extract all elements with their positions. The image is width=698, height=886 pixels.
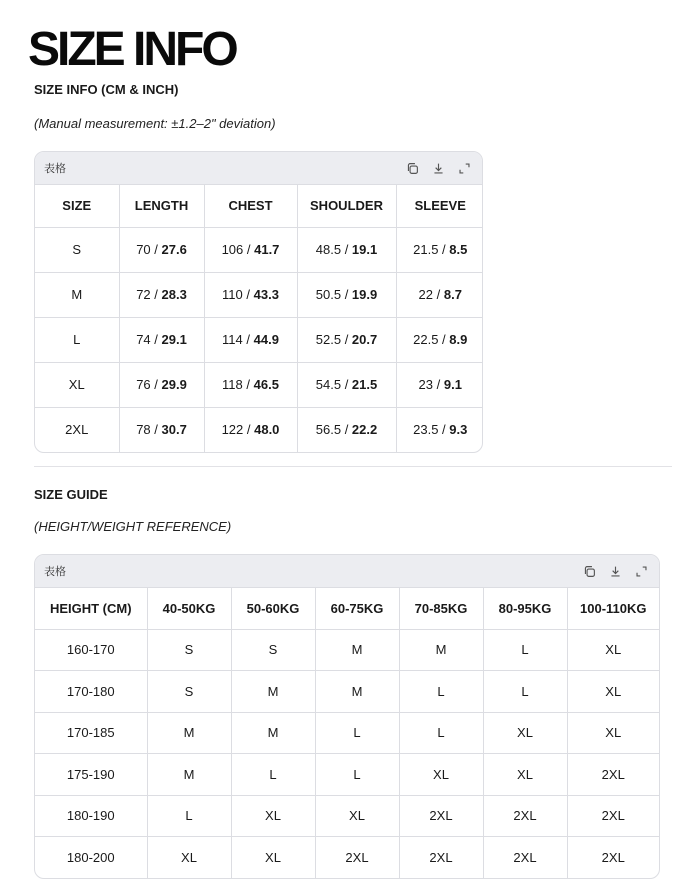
unit-separator: /	[438, 422, 450, 438]
size-guide-note: (HEIGHT/WEIGHT REFERENCE)	[34, 519, 232, 534]
unit-separator: /	[341, 287, 352, 302]
inch-value: 22.2	[351, 422, 378, 438]
height-range-cell: 170-185	[35, 712, 147, 754]
size-info-col-header: LENGTH	[119, 185, 204, 227]
size-guide-table-label: 表格	[44, 565, 66, 578]
unit-separator: /	[150, 242, 162, 257]
inch-value: 43.3	[253, 287, 279, 302]
unit-separator: /	[150, 287, 162, 302]
unit-separator: /	[243, 422, 255, 438]
size-cell: M	[35, 272, 119, 317]
cm-value: 74	[136, 332, 151, 347]
recommended-size-cell: L	[483, 671, 567, 713]
table-row	[35, 795, 659, 837]
cm-value: 70	[136, 242, 151, 257]
size-info-table-card	[34, 151, 483, 453]
copy-icon[interactable]	[404, 160, 420, 176]
inch-value: 8.5	[449, 242, 468, 257]
size-info-heading-suffix: INCH)	[142, 82, 179, 97]
copy-icon[interactable]	[581, 563, 597, 579]
size-info-col-header: CHEST	[204, 185, 297, 227]
recommended-size-cell: M	[315, 671, 399, 713]
table-row	[35, 227, 483, 272]
measurement-cell	[396, 317, 483, 362]
height-range-cell: 180-200	[35, 837, 147, 879]
inch-value: 9.3	[449, 422, 468, 438]
recommended-size-cell: L	[399, 671, 483, 713]
recommended-size-cell: M	[231, 671, 315, 713]
inch-value: 28.3	[161, 287, 187, 302]
recommended-size-cell: XL	[483, 712, 567, 754]
recommended-size-cell: M	[399, 629, 483, 671]
recommended-size-cell: S	[147, 629, 231, 671]
size-guide-col-header: 80-95KG	[483, 588, 567, 629]
unit-separator: /	[433, 377, 444, 392]
download-icon[interactable]	[430, 160, 446, 176]
recommended-size-cell: XL	[231, 837, 315, 879]
size-info-col-header: SIZE	[35, 185, 119, 227]
table-row	[35, 671, 659, 713]
size-guide-table-tools	[581, 563, 649, 579]
size-info-col-header: SLEEVE	[396, 185, 483, 227]
cm-value: 118	[222, 377, 243, 392]
recommended-size-cell: 2XL	[315, 837, 399, 879]
inch-value: 46.5	[253, 377, 279, 392]
recommended-size-cell: 2XL	[399, 837, 483, 879]
recommended-size-cell: XL	[567, 629, 659, 671]
size-cell: XL	[35, 362, 119, 407]
cm-value: 48.5	[315, 242, 342, 257]
inch-value: 19.1	[351, 242, 378, 257]
cm-value: 54.5	[315, 377, 342, 392]
recommended-size-cell: M	[231, 712, 315, 754]
measurement-cell	[396, 362, 483, 407]
recommended-size-cell: S	[231, 629, 315, 671]
size-guide-col-header: 50-60KG	[231, 588, 315, 629]
expand-icon[interactable]	[456, 160, 472, 176]
cm-value: 22	[418, 287, 434, 302]
recommended-size-cell: 2XL	[567, 795, 659, 837]
recommended-size-cell: XL	[231, 795, 315, 837]
table-row	[35, 407, 483, 452]
measurement-cell	[297, 317, 396, 362]
unit-separator: /	[341, 242, 352, 257]
measurement-cell	[396, 272, 483, 317]
cm-value: 122	[221, 422, 244, 438]
page-title: SIZE INFO	[28, 23, 236, 76]
recommended-size-cell: L	[147, 795, 231, 837]
size-info-heading	[34, 82, 178, 97]
download-icon[interactable]	[607, 563, 623, 579]
inch-value: 44.9	[253, 332, 279, 347]
recommended-size-cell: XL	[399, 754, 483, 796]
size-guide-table	[35, 588, 659, 878]
cm-value: 56.5	[315, 422, 342, 438]
expand-icon[interactable]	[633, 563, 649, 579]
unit-separator: /	[150, 422, 162, 438]
size-cell: 2XL	[35, 407, 119, 452]
table-row	[35, 712, 659, 754]
recommended-size-cell: L	[483, 629, 567, 671]
cm-value: 114	[222, 332, 243, 347]
recommended-size-cell: 2XL	[483, 837, 567, 879]
cm-value: 52.5	[315, 332, 342, 347]
cm-value: 50.5	[315, 287, 342, 302]
table-row	[35, 754, 659, 796]
inch-value: 19.9	[351, 287, 378, 302]
height-range-cell: 175-190	[35, 754, 147, 796]
unit-separator: /	[341, 422, 352, 438]
measurement-cell	[297, 272, 396, 317]
unit-separator: /	[242, 287, 254, 302]
recommended-size-cell: L	[315, 754, 399, 796]
measurement-cell	[204, 317, 297, 362]
unit-separator: /	[433, 287, 444, 302]
size-info-table-tools	[404, 160, 472, 176]
recommended-size-cell: M	[315, 629, 399, 671]
inch-value: 9.1	[443, 377, 462, 392]
size-guide-col-header: 60-75KG	[315, 588, 399, 629]
inch-value: 8.7	[443, 287, 462, 302]
cm-value: 23.5	[413, 422, 439, 438]
inch-value: 41.7	[254, 242, 280, 257]
recommended-size-cell: XL	[567, 712, 659, 754]
inch-value: 8.9	[449, 332, 468, 347]
size-cell: S	[35, 227, 119, 272]
recommended-size-cell: 2XL	[483, 795, 567, 837]
table-row	[35, 317, 483, 362]
measurement-cell	[119, 272, 204, 317]
recommended-size-cell: XL	[483, 754, 567, 796]
size-info-table-header	[35, 152, 482, 185]
measurement-cell	[396, 407, 483, 452]
recommended-size-cell: L	[231, 754, 315, 796]
unit-separator: /	[341, 332, 352, 347]
recommended-size-cell: 2XL	[601, 850, 625, 865]
cm-value: 78	[136, 422, 151, 438]
recommended-size-cell: XL	[315, 795, 399, 837]
unit-separator: /	[243, 242, 255, 257]
size-guide-col-header: 40-50KG	[147, 588, 231, 629]
size-guide-table-card	[34, 554, 660, 879]
unit-separator: /	[242, 332, 254, 347]
cm-value: 21.5	[413, 242, 439, 257]
height-range-cell: 170-180	[35, 671, 147, 713]
inch-value: 29.9	[161, 377, 187, 392]
measurement-cell	[204, 407, 297, 452]
cm-value: 72	[136, 287, 151, 302]
recommended-size-cell: M	[147, 712, 231, 754]
recommended-size-cell: M	[147, 754, 231, 796]
cm-value: 22.5	[413, 332, 439, 347]
height-range-cell: 180-190	[35, 795, 147, 837]
size-guide-heading: SIZE GUIDE	[34, 487, 108, 502]
size-info-table-label: 表格	[44, 162, 66, 175]
measurement-cell	[297, 407, 396, 452]
measurement-cell	[297, 227, 396, 272]
measurement-cell	[119, 362, 204, 407]
table-row	[35, 837, 659, 879]
size-info-note: (Manual measurement: ±1.2–2" deviation)	[34, 116, 276, 131]
recommended-size-cell: XL	[567, 671, 659, 713]
inch-value: 27.6	[161, 242, 187, 257]
size-guide-col-header: HEIGHT (CM)	[35, 588, 147, 629]
recommended-size-cell: L	[399, 712, 483, 754]
cm-value: 23	[418, 377, 434, 392]
height-range-cell: 160-170	[35, 629, 147, 671]
cm-value: 76	[136, 377, 151, 392]
size-cell: L	[35, 317, 119, 362]
unit-separator: /	[150, 377, 162, 392]
measurement-cell	[119, 317, 204, 362]
recommended-size-cell: XL	[147, 837, 231, 879]
table-row	[35, 362, 483, 407]
unit-separator: /	[150, 332, 162, 347]
unit-separator: /	[438, 332, 450, 347]
inch-value: 20.7	[351, 332, 378, 347]
recommended-size-cell: 2XL	[567, 754, 659, 796]
measurement-cell	[119, 227, 204, 272]
measurement-cell	[204, 362, 297, 407]
section-divider	[34, 466, 672, 467]
measurement-cell	[204, 227, 297, 272]
measurement-cell	[297, 362, 396, 407]
size-guide-col-header: 100-110KG	[567, 588, 659, 629]
inch-value: 48.0	[254, 422, 280, 438]
cm-value: 110	[222, 287, 243, 302]
unit-separator: /	[341, 377, 352, 392]
table-row	[35, 272, 483, 317]
recommended-size-cell: S	[147, 671, 231, 713]
recommended-size-cell: L	[315, 712, 399, 754]
measurement-cell	[204, 272, 297, 317]
table-row	[35, 629, 659, 671]
inch-value: 21.5	[351, 377, 378, 392]
cm-value: 106	[221, 242, 244, 257]
inch-value: 30.7	[161, 422, 187, 438]
size-info-table	[35, 185, 483, 452]
unit-separator: /	[438, 242, 450, 257]
size-guide-table-header	[35, 555, 659, 588]
unit-separator: /	[242, 377, 254, 392]
size-info-col-header: SHOULDER	[297, 185, 396, 227]
size-info-heading-prefix: SIZE INFO (CM &	[34, 82, 143, 97]
inch-value: 29.1	[161, 332, 187, 347]
recommended-size-cell: 2XL	[399, 795, 483, 837]
measurement-cell	[119, 407, 204, 452]
size-guide-col-header: 70-85KG	[399, 588, 483, 629]
measurement-cell	[396, 227, 483, 272]
